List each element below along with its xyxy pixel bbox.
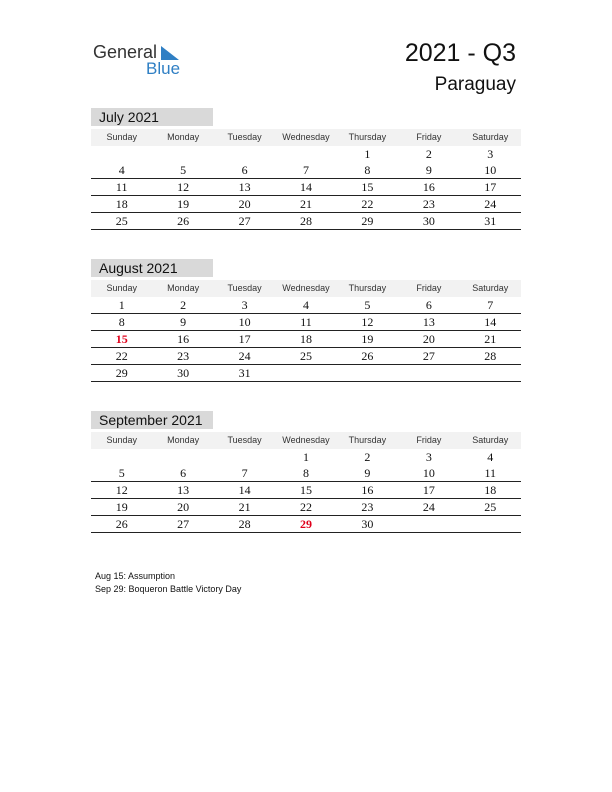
day-cell: 20 <box>177 500 190 514</box>
weekday-label: Monday <box>167 132 200 142</box>
day-cell: 17 <box>238 332 251 346</box>
day-cell: 14 <box>299 180 312 194</box>
week-row <box>91 449 521 465</box>
weekday-label: Wednesday <box>282 283 330 293</box>
day-cell: 25 <box>299 349 312 363</box>
day-cell: 29 <box>115 366 128 380</box>
day-cell <box>214 146 275 163</box>
week-row <box>91 314 521 331</box>
day-cell: 23 <box>422 197 435 211</box>
month-calendar <box>91 259 521 382</box>
weekday-header-row <box>91 280 521 297</box>
day-cell <box>152 146 213 163</box>
day-cell: 8 <box>118 315 125 329</box>
week-row <box>91 365 521 382</box>
day-cell: 18 <box>484 483 497 497</box>
day-cell <box>337 365 398 382</box>
day-cell: 12 <box>361 315 374 329</box>
weekday-label: Saturday <box>472 132 509 142</box>
logo-text-blue: Blue <box>146 59 181 78</box>
day-cell: 24 <box>422 500 435 514</box>
day-cell: 11 <box>300 315 312 329</box>
week-row <box>91 196 521 213</box>
day-cell: 2 <box>180 298 187 312</box>
day-cell <box>214 449 275 466</box>
day-cell: 7 <box>241 466 248 480</box>
weekday-label: Saturday <box>472 283 509 293</box>
day-cell <box>460 365 521 382</box>
weekday-label: Monday <box>167 435 200 445</box>
holiday-note: Aug 15: Assumption <box>95 571 176 581</box>
day-cell: 21 <box>299 197 312 211</box>
day-cell: 30 <box>177 366 190 380</box>
day-cell: 15 <box>361 180 374 194</box>
day-cell: 7 <box>302 163 309 177</box>
day-cell: 1 <box>302 450 309 464</box>
day-cell <box>275 146 336 163</box>
day-cell: 10 <box>484 163 497 177</box>
weekday-label: Tuesday <box>227 132 262 142</box>
day-cell: 4 <box>302 298 309 312</box>
weekday-label: Sunday <box>106 435 137 445</box>
day-cell: 18 <box>115 197 128 211</box>
day-cell: 18 <box>299 332 312 346</box>
day-cell: 13 <box>422 315 435 329</box>
month-calendar <box>91 411 521 533</box>
logo-text-general: General <box>93 42 158 62</box>
day-cell: 25 <box>484 500 497 514</box>
day-cell: 10 <box>238 315 251 329</box>
day-cell: 9 <box>364 466 371 480</box>
day-cell <box>152 449 213 466</box>
day-cell: 14 <box>484 315 497 329</box>
day-cell: 5 <box>118 466 125 480</box>
month-title: September 2021 <box>91 411 213 429</box>
day-cell: 11 <box>484 466 497 480</box>
day-cell: 19 <box>115 500 128 514</box>
day-cell: 7 <box>487 298 494 312</box>
day-cell: 24 <box>484 197 497 211</box>
weekday-label: Thursday <box>348 132 387 142</box>
weekday-label: Friday <box>416 435 442 445</box>
day-cell: 30 <box>422 214 435 228</box>
day-cell: 22 <box>115 349 128 363</box>
day-cell: 12 <box>115 483 128 497</box>
week-row <box>91 348 521 365</box>
week-row <box>91 297 521 314</box>
day-cell: 31 <box>484 214 497 228</box>
day-cell: 2 <box>425 147 432 161</box>
day-cell: 2 <box>364 450 371 464</box>
day-cell: 13 <box>177 483 190 497</box>
weekday-label: Thursday <box>348 283 387 293</box>
day-cell <box>398 516 459 533</box>
weekday-label: Friday <box>416 132 442 142</box>
day-cell <box>398 365 459 382</box>
week-row <box>91 331 521 348</box>
logo-triangle-icon <box>161 46 179 60</box>
day-cell: 1 <box>364 147 371 161</box>
page-title: 2021 - Q3 <box>404 39 516 67</box>
day-cell: 27 <box>177 517 190 531</box>
day-cell: 24 <box>238 349 251 363</box>
day-cell: 27 <box>238 214 251 228</box>
day-cell: 1 <box>118 298 125 312</box>
day-cell: 27 <box>422 349 435 363</box>
day-cell: 25 <box>115 214 128 228</box>
weekday-header-row <box>91 432 521 449</box>
day-cell: 28 <box>238 517 251 531</box>
week-row <box>91 516 521 533</box>
day-cell: 26 <box>115 517 128 531</box>
holiday-notes <box>95 570 241 596</box>
day-cell: 6 <box>241 163 248 177</box>
day-cell: 5 <box>364 298 371 312</box>
weekday-label: Wednesday <box>282 132 330 142</box>
month-calendar <box>91 108 521 230</box>
day-cell: 22 <box>361 197 374 211</box>
month-title: August 2021 <box>91 259 213 277</box>
month-title: July 2021 <box>91 108 213 126</box>
holiday-day-cell: 15 <box>115 332 128 346</box>
holiday-note: Sep 29: Boqueron Battle Victory Day <box>95 584 242 594</box>
day-cell: 21 <box>238 500 251 514</box>
day-cell: 11 <box>115 180 128 194</box>
day-cell: 5 <box>180 163 187 177</box>
week-row <box>91 499 521 516</box>
day-cell: 3 <box>487 147 494 161</box>
weekday-label: Tuesday <box>227 283 262 293</box>
day-cell: 4 <box>487 450 494 464</box>
day-cell: 29 <box>361 214 374 228</box>
day-cell: 19 <box>177 197 190 211</box>
day-cell: 13 <box>238 180 251 194</box>
day-cell: 8 <box>302 466 309 480</box>
day-cell: 9 <box>425 163 432 177</box>
day-cell: 31 <box>238 366 251 380</box>
day-cell: 12 <box>177 180 190 194</box>
week-row <box>91 162 521 179</box>
day-cell <box>460 516 521 533</box>
day-cell: 10 <box>422 466 435 480</box>
day-cell: 8 <box>364 163 371 177</box>
day-cell: 26 <box>177 214 190 228</box>
day-cell: 3 <box>241 298 248 312</box>
weekday-label: Sunday <box>106 132 137 142</box>
day-cell: 30 <box>361 517 374 531</box>
day-cell: 14 <box>238 483 251 497</box>
day-cell: 17 <box>484 180 497 194</box>
day-cell: 16 <box>422 180 435 194</box>
weekday-label: Friday <box>416 283 442 293</box>
day-cell: 19 <box>361 332 374 346</box>
day-cell: 16 <box>361 483 374 497</box>
day-cell: 6 <box>425 298 432 312</box>
day-cell: 6 <box>180 466 187 480</box>
weekday-label: Sunday <box>106 283 137 293</box>
day-cell: 26 <box>361 349 374 363</box>
week-row <box>91 146 521 162</box>
week-row <box>91 465 521 482</box>
day-cell: 22 <box>299 500 312 514</box>
brand-logo <box>93 42 193 78</box>
day-cell: 16 <box>177 332 190 346</box>
country-name: Paraguay <box>434 74 516 95</box>
day-cell: 17 <box>422 483 435 497</box>
weekday-label: Saturday <box>472 435 509 445</box>
day-cell: 21 <box>484 332 497 346</box>
weekday-label: Monday <box>167 283 200 293</box>
weekday-label: Wednesday <box>282 435 330 445</box>
day-cell: 28 <box>299 214 312 228</box>
day-cell: 20 <box>422 332 435 346</box>
day-cell <box>91 449 152 466</box>
day-cell <box>91 146 152 163</box>
weekday-header-row <box>91 129 521 146</box>
day-cell: 4 <box>118 163 125 177</box>
day-cell: 3 <box>425 450 432 464</box>
weekday-label: Thursday <box>348 435 387 445</box>
day-cell: 23 <box>361 500 374 514</box>
day-cell <box>275 365 336 382</box>
day-cell: 28 <box>484 349 497 363</box>
week-row <box>91 213 521 230</box>
holiday-day-cell: 29 <box>299 517 312 531</box>
day-cell: 9 <box>180 315 187 329</box>
day-cell: 15 <box>299 483 312 497</box>
day-cell: 23 <box>177 349 190 363</box>
week-row <box>91 179 521 196</box>
week-row <box>91 482 521 499</box>
weekday-label: Tuesday <box>227 435 262 445</box>
day-cell: 20 <box>238 197 251 211</box>
